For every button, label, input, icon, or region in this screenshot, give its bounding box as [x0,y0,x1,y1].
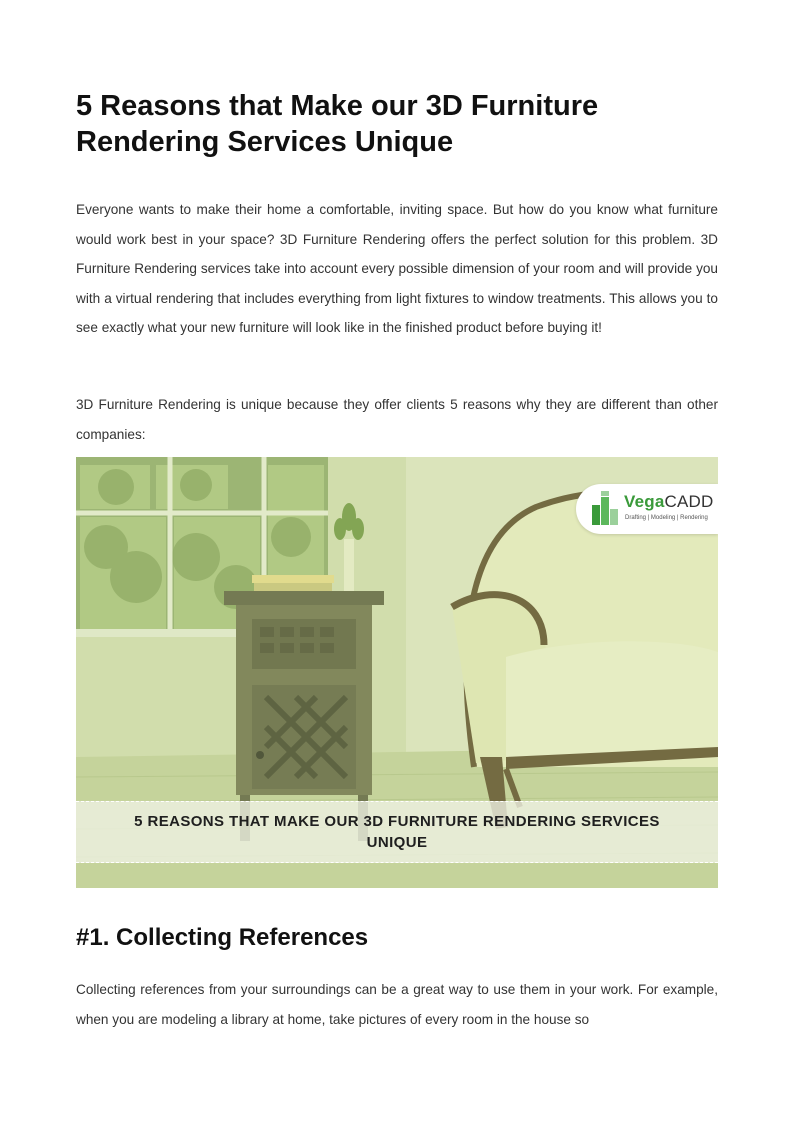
section-paragraph: Collecting references from your surroundings can be a great way to use them in your work. For example, when you are modeling a library at home, take pictures of every room in the house so [76,982,718,1027]
hero-image [76,457,718,888]
logo-cadd: CADD [664,492,714,511]
intro-paragraph: Everyone wants to make their home a comfortable, inviting space. But how do you know what furniture would work best in your space? 3D Furniture Rendering offers the perfect solution for this problem. 3D Furniture Rendering services take into account every possible dimension of your room and will provide you with a virtual rendering that includes everything from light fixtures to window treatments. This allows you to see exactly what your new furniture will look like in the finished product before buying it! [76,202,718,336]
image-banner [76,801,718,863]
logo-wordmark [624,492,713,512]
banner-text: 5 REASONS THAT MAKE OUR 3D FURNITURE RENDERING SERVICES UNIQUE [134,813,660,851]
logo-tagline: Drafting | Modeling | Rendering [625,515,708,521]
section-heading-collecting-references: #1. Collecting References [76,924,369,951]
second-paragraph: 3D Furniture Rendering is unique because they offer clients 5 reasons why they are different than other companies: [76,397,718,442]
building-blocks-icon [590,491,620,527]
vegacadd-logo [576,484,718,534]
logo-vega: Vega [624,492,665,511]
article-title: 5 Reasons that Make our 3D Furniture Rendering Services Unique [76,90,599,158]
